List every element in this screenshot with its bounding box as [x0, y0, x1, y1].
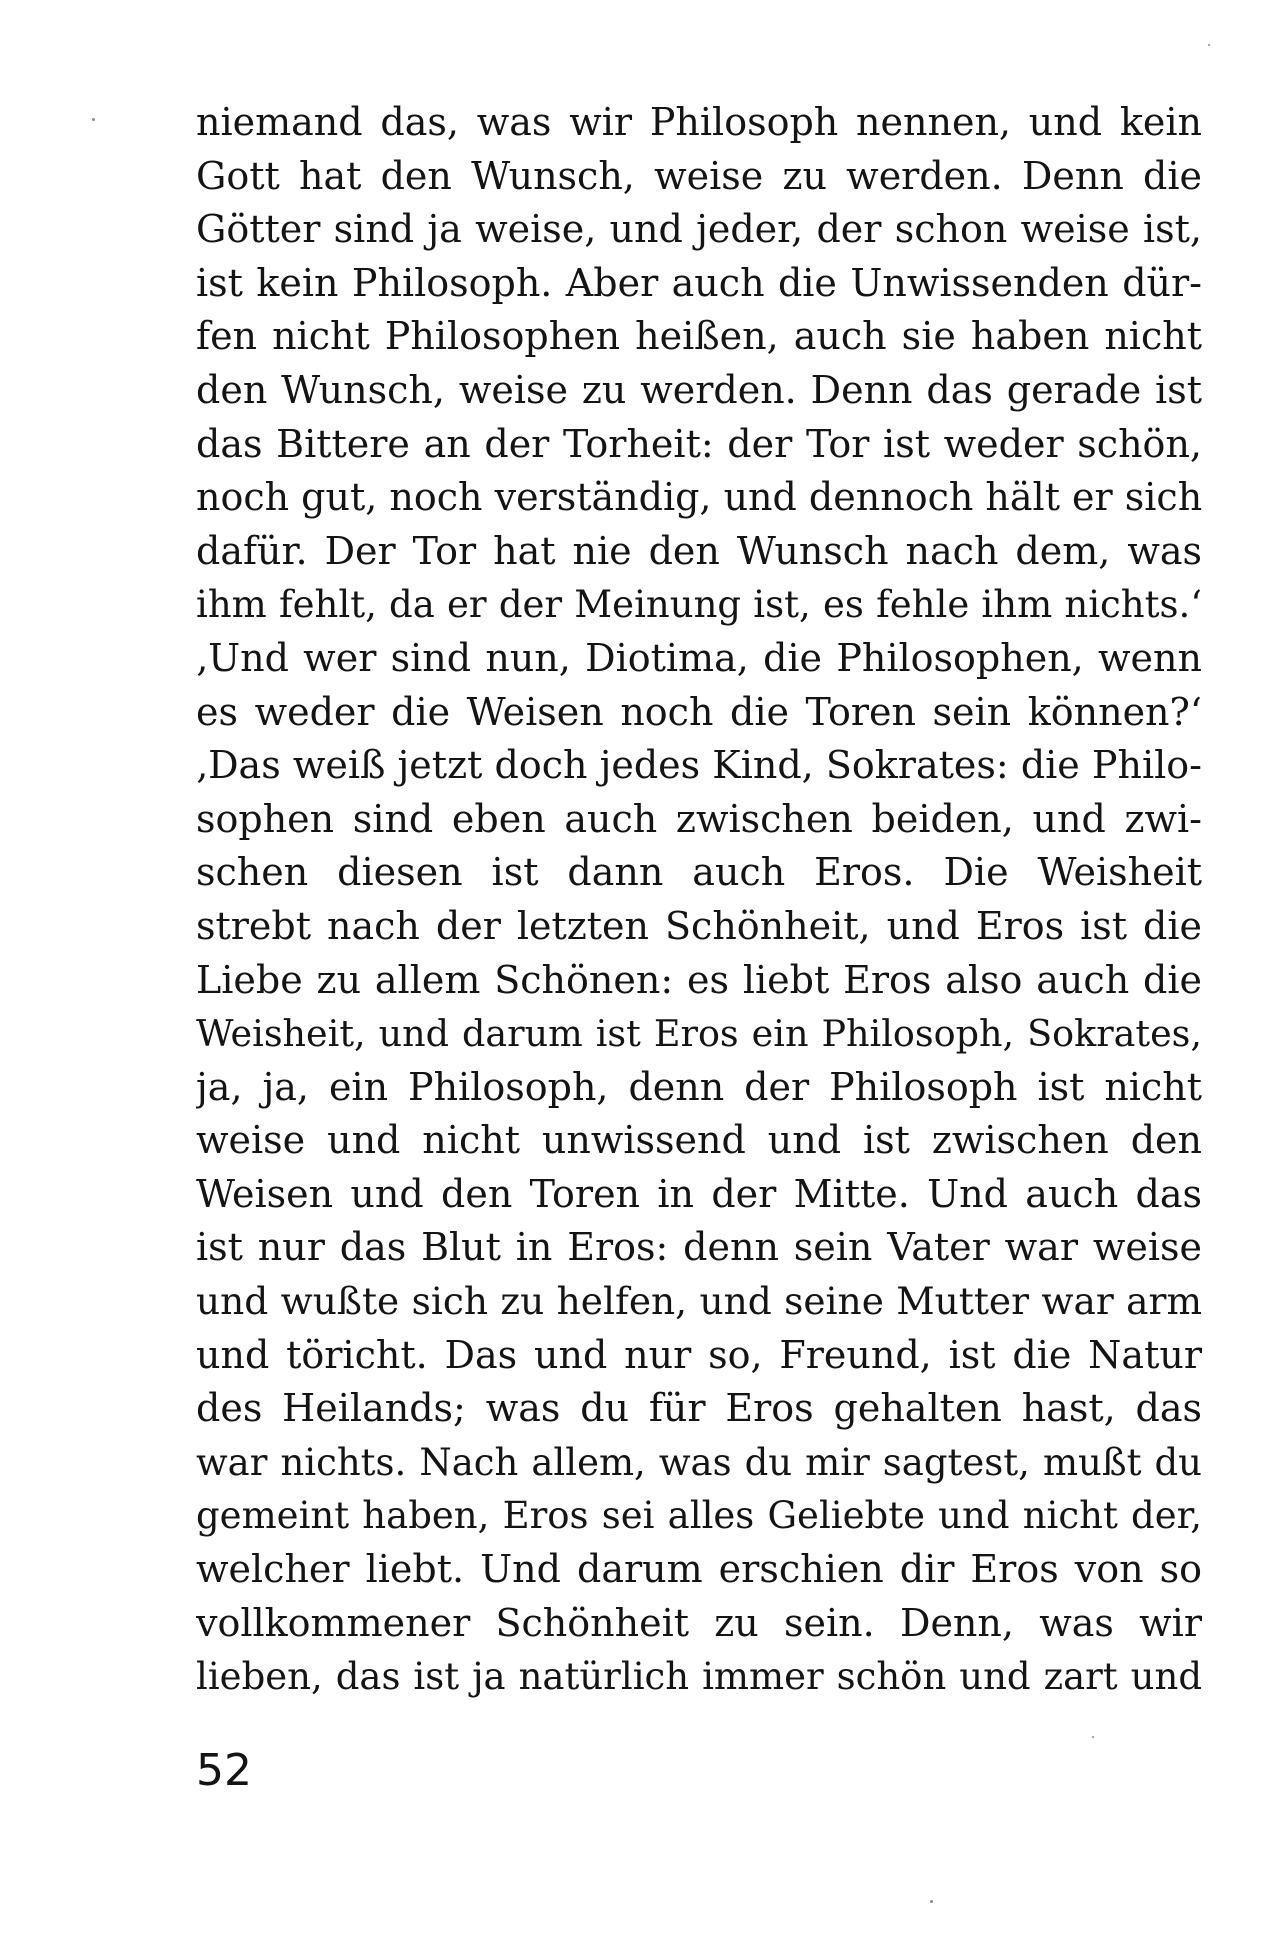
text-line: sophen sind eben auch zwischen beiden, und zwi- [196, 796, 1202, 841]
text-line: das Bittere an der Torheit: der Tor ist weder schön, [196, 421, 1202, 466]
paper-speck [92, 118, 95, 121]
text-line: ja, ja, ein Philosoph, denn der Philosoph ist nicht [196, 1064, 1202, 1109]
text-line: und töricht. Das und nur so, Freund, ist die Natur [196, 1332, 1202, 1377]
text-line: ist kein Philosoph. Aber auch die Unwissenden dür- [196, 260, 1202, 305]
text-line: ‚Das weiß jetzt doch jedes Kind, Sokrates: die Philo- [196, 743, 1202, 788]
text-line: strebt nach der letzten Schönheit, und Eros ist die [196, 903, 1202, 948]
page-number: 52 [196, 1745, 252, 1796]
body-text [196, 96, 1202, 1704]
text-line: welcher liebt. Und darum erschien dir Eros von so [196, 1547, 1202, 1592]
text-line: weise und nicht unwissend und ist zwischen den [196, 1118, 1202, 1163]
text-line: niemand das, was wir Philosoph nennen, und kein [196, 100, 1202, 144]
text-line: Götter sind ja weise, und jeder, der schon weise ist, [196, 207, 1202, 252]
text-line: Gott hat den Wunsch, weise zu werden. Denn die [196, 153, 1202, 198]
text-line: schen diesen ist dann auch Eros. Die Weisheit [196, 850, 1202, 895]
text-line: noch gut, noch verständig, und dennoch hält er sich [196, 475, 1202, 520]
text-line: gemeint haben, Eros sei alles Geliebte und nicht der, [196, 1494, 1202, 1538]
text-line: den Wunsch, weise zu werden. Denn das gerade ist [196, 367, 1202, 412]
text-line: Weisen und den Toren in der Mitte. Und auch das [196, 1171, 1202, 1216]
text-line: und wußte sich zu helfen, und seine Mutter war arm [196, 1279, 1202, 1324]
paper-speck [930, 1900, 933, 1903]
text-line: lieben, das ist ja natürlich immer schön und zart und [196, 1655, 1202, 1699]
text-line: fen nicht Philosophen heißen, auch sie haben nicht [196, 314, 1202, 359]
text-line: Weisheit, und darum ist Eros ein Philosoph, Sokrates, [196, 1012, 1202, 1056]
text-line: des Heilands; was du für Eros gehalten hast, das [196, 1386, 1202, 1431]
paper-speck [1208, 44, 1210, 46]
text-line: ‚Und wer sind nun, Diotima, die Philosophen, wenn [196, 635, 1202, 680]
text-line: war nichts. Nach allem, was du mir sagtest, mußt du [196, 1440, 1202, 1484]
paper-speck [1092, 1736, 1094, 1738]
text-line: vollkommener Schönheit zu sein. Denn, was wir [196, 1600, 1202, 1645]
text-line: ihm fehlt, da er der Meinung ist, es fehle ihm nichts.‘ [196, 583, 1202, 627]
text-line: es weder die Weisen noch die Toren sein können?‘ [196, 689, 1202, 734]
text-line: dafür. Der Tor hat nie den Wunsch nach dem, was [196, 528, 1202, 573]
text-line: ist nur das Blut in Eros: denn sein Vater war weise [196, 1225, 1202, 1270]
text-line: Liebe zu allem Schönen: es liebt Eros also auch die [196, 957, 1202, 1002]
